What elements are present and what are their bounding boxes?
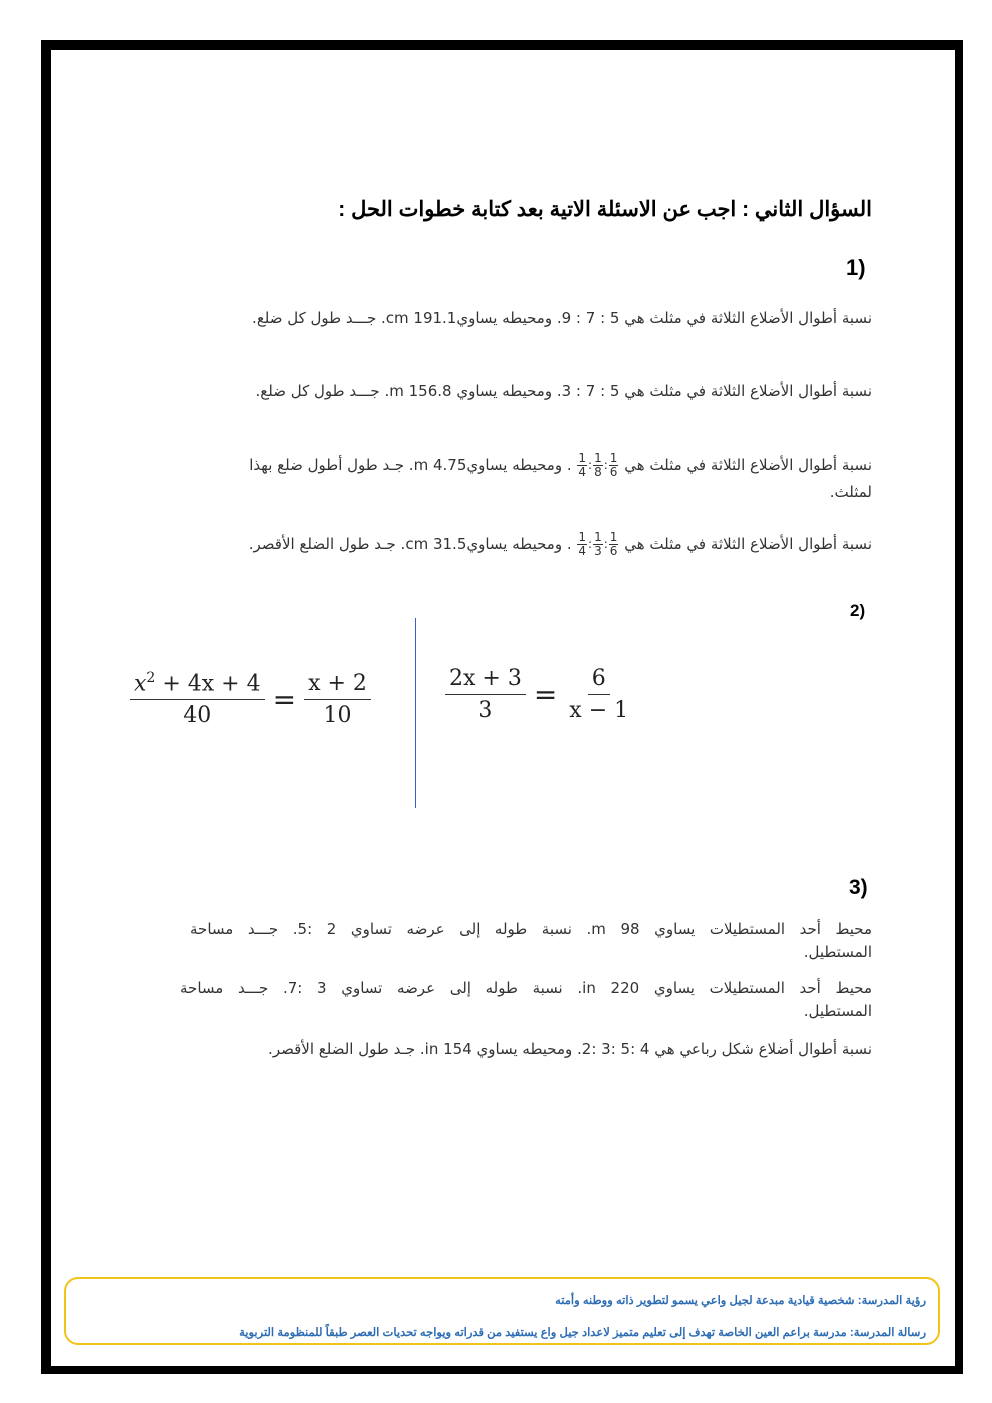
- problem-3-2: [180, 977, 872, 1023]
- fraction: $\frac{1}{6}$: [609, 530, 618, 558]
- problem-1-3: [150, 452, 872, 504]
- fraction: $\frac{x + 2}{10}$: [304, 671, 371, 728]
- problem-3-1-line1: محيط أحد المستطيلات يساوي 98 m. نسبة طوله إلى عرضه تساوي 2 :5. جـــد مساحة: [190, 920, 872, 938]
- problem-1-4: [150, 531, 872, 558]
- problem-1-4-before: نسبة أطوال الأضلاع الثلاثة في مثلث هي: [624, 535, 872, 553]
- problem-3-1-line2: المستطيل.: [803, 943, 872, 961]
- fraction: $\frac{1}{4}$: [578, 530, 587, 558]
- problem-3-3-line1: نسبة أطوال أضلاع شكل رباعي هي 4 :5 :3 :2. ومحيطه يساوي 154 in. جـد طول الضلع الأقصر.: [268, 1040, 872, 1058]
- section-3-number: 3): [849, 876, 868, 899]
- fraction: $\frac{2x + 3}{3}$: [445, 666, 526, 723]
- equation-right: $\frac{2x + 3}{3}$ = $\frac{6}{x - 1}$: [445, 666, 632, 723]
- problem-3-3: [130, 1038, 872, 1061]
- problem-1-4-after: . ومحيطه يساوي31.5 cm. جـد طول الضلع الأقصر.: [248, 535, 572, 553]
- problem-1-3-line2: لمثلث.: [829, 483, 872, 501]
- section-2-number: 2): [850, 601, 866, 620]
- problem-3-2-line2: المستطيل.: [803, 1002, 872, 1020]
- section-1-number: 1): [846, 255, 866, 280]
- school-mission: رسالة المدرسة: مدرسة براعم العين الخاصة تهدف إلى تعليم متميز لاعداد جيل واع يستفيد من قدراته ويواجه تحديات العصر طبقاً للمنظومة التربوية: [239, 1327, 926, 1339]
- fraction: $\frac{1}{3}$: [594, 530, 602, 558]
- fraction: $\frac{x^2 + 4x + 4}{40}$: [130, 670, 265, 728]
- fraction: $\frac{1}{4}$: [578, 451, 587, 479]
- problem-3-1: [190, 918, 872, 964]
- problem-3-2-line1: محيط أحد المستطيلات يساوي 220 in. نسبة طوله إلى عرضه تساوي 3 :7. جـــد مساحة: [180, 979, 873, 997]
- school-vision: رؤية المدرسة: شخصية قيادية مبدعة لجيل واعي يسمو لتطوير ذاته ووطنه وأمته: [555, 1295, 926, 1307]
- fraction: $\frac{1}{8}$: [594, 451, 602, 479]
- ratio-fractions: $\frac{1}{4}$ : $\frac{1}{3}$ : $\frac{1}{6}$: [578, 530, 618, 558]
- problem-1-3-before: نسبة أطوال الأضلاع الثلاثة في مثلث هي: [624, 456, 872, 474]
- problem-1-1: نسبة أطوال الأضلاع الثلاثة في مثلث هي 5 : 7 : 9. ومحيطه يساوي191.1 cm. جـــد طول كل ضلع.: [252, 309, 872, 327]
- ratio-fractions: $\frac{1}{4}$ : $\frac{1}{8}$ : $\frac{1}{6}$: [578, 451, 618, 479]
- equation-left: $\frac{x^2 + 4x + 4}{40}$ = $\frac{x + 2}{10}$: [130, 670, 371, 728]
- question-heading: السؤال الثاني : اجب عن الاسئلة الاتية بعد كتابة خطوات الحل :: [338, 198, 872, 221]
- problem-1-2: نسبة أطوال الأضلاع الثلاثة في مثلث هي 5 : 7 : 3. ومحيطه يساوي 156.8 m. جـــد طول كل ضلع.: [255, 382, 872, 400]
- school-footer: [64, 1277, 940, 1345]
- equation-divider: [415, 618, 416, 808]
- problem-1-3-after: . ومحيطه يساوي4.75 m. جـد طول أطول ضلع بهذا: [249, 456, 572, 474]
- fraction: $\frac{6}{x - 1}$: [569, 666, 629, 723]
- fraction: $\frac{1}{6}$: [609, 451, 618, 479]
